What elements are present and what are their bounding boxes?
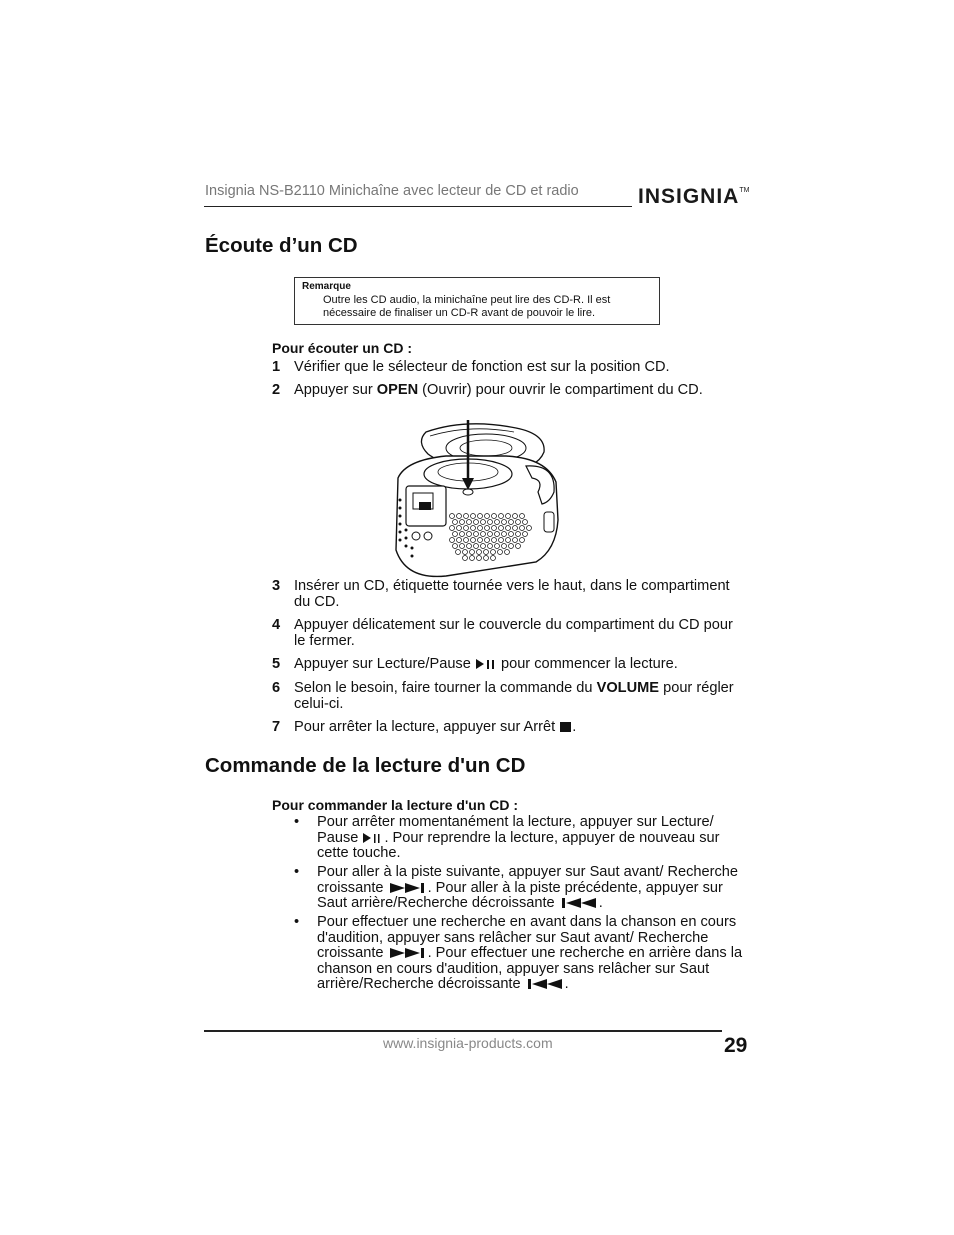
bullet-item-pause [294, 815, 750, 863]
volume-label: VOLUME [596, 680, 660, 696]
footer-rule [204, 1030, 722, 1032]
step-number: 3 [272, 578, 281, 594]
step-6 [272, 680, 744, 712]
subhead-pour-commander: Pour commander la lecture d'un CD : [272, 797, 519, 813]
bullet-item-skip [294, 865, 750, 913]
step-text: Pour arrêter la lecture, appuyer sur Arrêt . [294, 719, 577, 735]
section-title-commande-lecture: Commande de la lecture d'un CD [205, 754, 526, 777]
note-box [294, 277, 660, 325]
step-text: Appuyer délicatement sur le couvercle du compartiment du CD pour le fermer. [294, 617, 733, 649]
bullet-dot: • [294, 814, 300, 830]
skip-forward-icon [388, 882, 428, 894]
bullet-dot: • [294, 914, 300, 930]
step-text: Appuyer sur Lecture/Pause pour commencer la lecture. [294, 656, 678, 672]
skip-back-icon [559, 897, 599, 909]
step-number: 6 [272, 680, 281, 696]
note-label: Remarque [302, 281, 351, 292]
step-3 [272, 578, 744, 610]
cd-player-open-lid-illustration [386, 420, 566, 580]
logo-tm: TM [739, 187, 750, 194]
step-2 [272, 382, 744, 398]
skip-forward-icon [388, 947, 428, 959]
stop-icon [559, 721, 572, 733]
step-text: Appuyer sur OPEN (Ouvrir) pour ouvrir le compartiment du CD. [294, 382, 703, 398]
insignia-logo [638, 185, 749, 209]
section-title-ecoute-cd: Écoute d’un CD [205, 234, 358, 257]
bullet-text: Pour aller à la piste suivante, appuyer sur Saut avant/ Recherche croissante . Pour aller à la piste précédente, appuyer sur Saut arrière/Recherche décroissante . [317, 864, 739, 912]
bullet-item-search [294, 915, 750, 995]
bullet-text: Pour effectuer une recherche en avant dans la chanson en cours d'audition, appuyer sans relâcher sur Saut avant/ Recherche croissante . Pour effectuer une recherche en arrière dans la chanson en cours d'audition, appuyer sans relâcher sur Saut arrière/Recherche décroissante . [317, 914, 743, 993]
page-number: 29 [724, 1034, 748, 1057]
open-button-label: OPEN [376, 382, 419, 398]
step-4 [272, 617, 744, 649]
step-1 [272, 359, 744, 375]
step-number: 1 [272, 359, 281, 375]
step-5 [272, 656, 744, 672]
bullet-dot: • [294, 864, 300, 880]
subhead-pour-ecouter: Pour écouter un CD : [272, 340, 413, 356]
skip-back-icon [525, 978, 565, 990]
play-pause-icon [475, 658, 497, 670]
bullet-text: Pour arrêter momentanément la lecture, appuyer sur Lecture/ Pause . Pour reprendre la lecture, appuyer de nouveau sur cette touche. [317, 814, 720, 862]
step-text: Selon le besoin, faire tourner la commande du VOLUME pour régler celui-ci. [294, 680, 734, 712]
step-number: 2 [272, 382, 281, 398]
note-text: Outre les CD audio, la minichaîne peut lire des CD-R. Il est nécessaire de finaliser un CD-R avant de pouvoir le lire. [323, 294, 611, 319]
footer-url: www.insignia-products.com [383, 1035, 553, 1051]
step-number: 5 [272, 656, 281, 672]
step-number: 7 [272, 719, 281, 735]
document-header-title: Insignia NS-B2110 Minichaîne avec lecteur de CD et radio [205, 183, 579, 199]
step-number: 4 [272, 617, 281, 633]
step-text: Vérifier que le sélecteur de fonction est sur la position CD. [294, 359, 670, 375]
step-7 [272, 719, 744, 735]
logo-text: INSIGNIA [638, 185, 740, 208]
play-pause-icon [362, 832, 384, 844]
step-text: Insérer un CD, étiquette tournée vers le haut, dans le compartiment du CD. [294, 578, 730, 610]
header-rule [204, 206, 632, 207]
